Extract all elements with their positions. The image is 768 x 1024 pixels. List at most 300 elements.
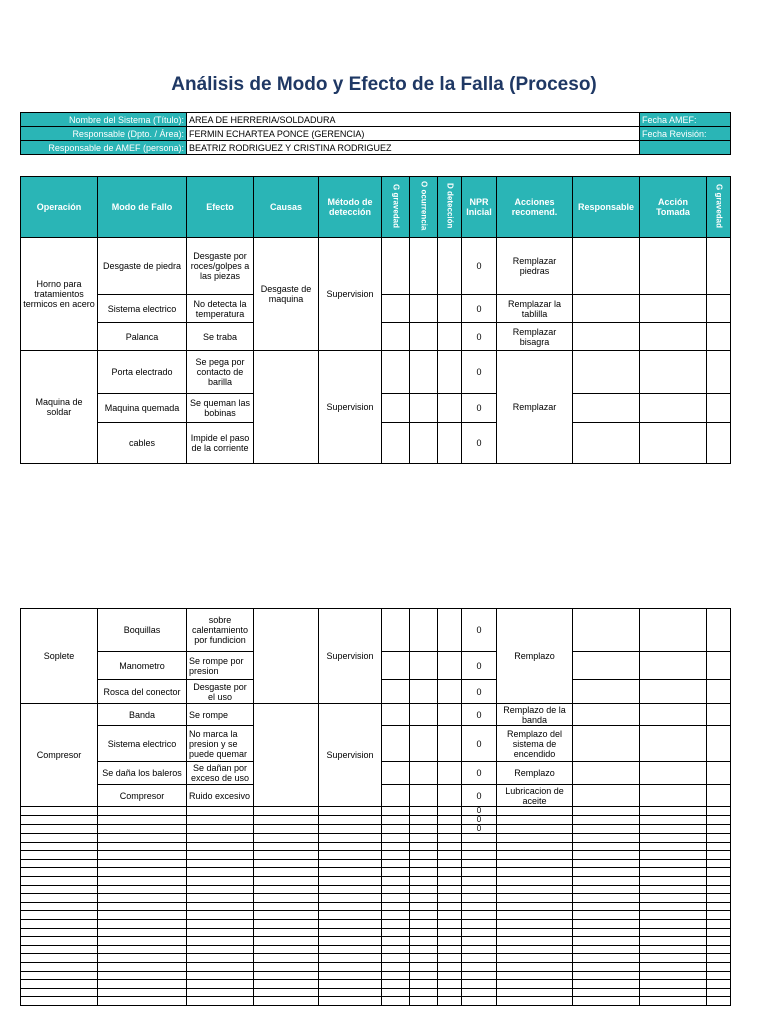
blank-cell[interactable] (319, 928, 382, 937)
blank-cell[interactable] (707, 816, 731, 825)
blank-cell[interactable] (319, 945, 382, 954)
blank-cell[interactable] (187, 988, 254, 997)
blank-cell[interactable] (254, 902, 319, 911)
efecto-cell[interactable]: Se dañan por exceso de uso (187, 762, 254, 785)
blank-cell[interactable] (319, 807, 382, 816)
blank-cell[interactable] (410, 825, 438, 834)
blank-cell[interactable] (98, 980, 187, 989)
blank-cell[interactable] (707, 997, 731, 1006)
blank-cell[interactable] (21, 825, 98, 834)
blank-cell[interactable] (21, 894, 98, 903)
blank-cell[interactable] (319, 988, 382, 997)
blank-cell[interactable] (707, 928, 731, 937)
blank-cell[interactable] (462, 954, 497, 963)
blank-cell[interactable] (438, 885, 462, 894)
blank-cell[interactable] (187, 971, 254, 980)
blank-cell[interactable] (573, 945, 640, 954)
blank-cell[interactable] (462, 851, 497, 860)
modo-cell[interactable]: Se daña los baleros (98, 762, 187, 785)
blank-cell[interactable] (21, 988, 98, 997)
accion-cell[interactable]: Remplazo de la banda (497, 704, 573, 726)
accion-cell[interactable]: Remplazo del sistema de encendido (497, 726, 573, 762)
blank-cell[interactable] (497, 971, 573, 980)
blank-cell[interactable] (438, 859, 462, 868)
blank-cell[interactable] (438, 928, 462, 937)
blank-cell[interactable] (462, 859, 497, 868)
modo-cell[interactable]: Maquina quemada (98, 394, 187, 423)
blank-cell[interactable] (21, 816, 98, 825)
blank-cell[interactable] (438, 868, 462, 877)
blank-cell[interactable] (462, 997, 497, 1006)
blank-cell[interactable] (254, 997, 319, 1006)
blank-cell[interactable] (462, 868, 497, 877)
blank-cell[interactable] (98, 997, 187, 1006)
blank-cell[interactable] (21, 962, 98, 971)
blank-cell[interactable] (497, 911, 573, 920)
blank-cell[interactable] (319, 876, 382, 885)
blank-cell[interactable] (707, 971, 731, 980)
blank-cell[interactable] (410, 954, 438, 963)
blank-cell[interactable] (573, 997, 640, 1006)
efecto-cell[interactable]: Desgaste por el uso (187, 680, 254, 704)
blank-cell[interactable] (98, 816, 187, 825)
npr-cell[interactable]: 0 (462, 726, 497, 762)
blank-cell[interactable] (497, 937, 573, 946)
blank-cell[interactable] (410, 919, 438, 928)
accion-cell[interactable]: Remplazar piedras (497, 238, 573, 295)
blank-cell[interactable] (462, 876, 497, 885)
blank-cell[interactable] (187, 816, 254, 825)
npr-cell[interactable]: 0 (462, 807, 497, 816)
blank-cell[interactable] (707, 834, 731, 843)
npr-cell[interactable]: 0 (462, 704, 497, 726)
blank-cell[interactable] (438, 962, 462, 971)
blank-cell[interactable] (707, 894, 731, 903)
blank-cell[interactable] (573, 834, 640, 843)
blank-cell[interactable] (319, 911, 382, 920)
modo-cell[interactable]: Compresor (98, 785, 187, 807)
blank-cell[interactable] (438, 851, 462, 860)
npr-cell[interactable]: 0 (462, 680, 497, 704)
blank-cell[interactable] (438, 807, 462, 816)
blank-cell[interactable] (462, 902, 497, 911)
blank-cell[interactable] (640, 997, 707, 1006)
blank-cell[interactable] (438, 876, 462, 885)
blank-cell[interactable] (462, 911, 497, 920)
blank-cell[interactable] (187, 945, 254, 954)
modo-cell[interactable]: Banda (98, 704, 187, 726)
blank-cell[interactable] (21, 937, 98, 946)
blank-cell[interactable] (98, 807, 187, 816)
operation-cell[interactable]: Soplete (21, 609, 98, 704)
blank-cell[interactable] (707, 911, 731, 920)
blank-cell[interactable] (382, 919, 410, 928)
blank-cell[interactable] (707, 980, 731, 989)
blank-cell[interactable] (98, 885, 187, 894)
blank-cell[interactable] (319, 842, 382, 851)
npr-cell[interactable]: 0 (462, 295, 497, 323)
npr-cell[interactable]: 0 (462, 423, 497, 464)
npr-cell[interactable]: 0 (462, 816, 497, 825)
blank-cell[interactable] (410, 894, 438, 903)
blank-cell[interactable] (438, 902, 462, 911)
responsable-value[interactable]: FERMIN ECHARTEA PONCE (GERENCIA) (187, 127, 640, 141)
blank-cell[interactable] (382, 928, 410, 937)
blank-cell[interactable] (640, 834, 707, 843)
blank-cell[interactable] (410, 885, 438, 894)
blank-cell[interactable] (382, 945, 410, 954)
blank-cell[interactable] (410, 834, 438, 843)
blank-cell[interactable] (640, 937, 707, 946)
blank-cell[interactable] (497, 980, 573, 989)
blank-cell[interactable] (98, 842, 187, 851)
blank-cell[interactable] (254, 980, 319, 989)
blank-cell[interactable] (640, 919, 707, 928)
blank-cell[interactable] (573, 971, 640, 980)
blank-cell[interactable] (187, 902, 254, 911)
blank-cell[interactable] (382, 868, 410, 877)
blank-cell[interactable] (707, 851, 731, 860)
blank-cell[interactable] (254, 851, 319, 860)
blank-cell[interactable] (707, 868, 731, 877)
metodo-cell[interactable]: Supervision (319, 238, 382, 351)
modo-cell[interactable]: Palanca (98, 323, 187, 351)
blank-cell[interactable] (98, 945, 187, 954)
blank-cell[interactable] (573, 859, 640, 868)
modo-cell[interactable]: Porta electrado (98, 351, 187, 394)
blank-cell[interactable] (462, 834, 497, 843)
blank-cell[interactable] (640, 980, 707, 989)
blank-cell[interactable] (640, 807, 707, 816)
blank-cell[interactable] (98, 911, 187, 920)
blank-cell[interactable] (438, 842, 462, 851)
blank-cell[interactable] (410, 911, 438, 920)
modo-cell[interactable]: Rosca del conector (98, 680, 187, 704)
blank-cell[interactable] (462, 842, 497, 851)
blank-cell[interactable] (438, 894, 462, 903)
blank-cell[interactable] (382, 997, 410, 1006)
blank-cell[interactable] (382, 842, 410, 851)
blank-cell[interactable] (410, 859, 438, 868)
blank-cell[interactable] (410, 980, 438, 989)
blank-cell[interactable] (707, 954, 731, 963)
blank-cell[interactable] (382, 859, 410, 868)
blank-cell[interactable] (187, 825, 254, 834)
blank-cell[interactable] (410, 997, 438, 1006)
blank-cell[interactable] (640, 859, 707, 868)
blank-cell[interactable] (187, 859, 254, 868)
blank-cell[interactable] (497, 894, 573, 903)
blank-cell[interactable] (254, 842, 319, 851)
blank-cell[interactable] (319, 962, 382, 971)
accion-cell[interactable]: Remplazar bisagra (497, 323, 573, 351)
npr-cell[interactable]: 0 (462, 652, 497, 680)
blank-cell[interactable] (319, 997, 382, 1006)
blank-cell[interactable] (254, 807, 319, 816)
causa-cell[interactable] (254, 704, 319, 807)
blank-cell[interactable] (254, 876, 319, 885)
blank-cell[interactable] (640, 988, 707, 997)
blank-cell[interactable] (21, 911, 98, 920)
blank-cell[interactable] (438, 988, 462, 997)
blank-cell[interactable] (21, 928, 98, 937)
blank-cell[interactable] (462, 919, 497, 928)
blank-cell[interactable] (573, 868, 640, 877)
blank-cell[interactable] (319, 816, 382, 825)
blank-cell[interactable] (254, 954, 319, 963)
blank-cell[interactable] (497, 885, 573, 894)
blank-cell[interactable] (707, 902, 731, 911)
blank-cell[interactable] (254, 971, 319, 980)
blank-cell[interactable] (98, 825, 187, 834)
blank-cell[interactable] (497, 988, 573, 997)
npr-cell[interactable]: 0 (462, 238, 497, 295)
blank-cell[interactable] (438, 971, 462, 980)
accion-cell[interactable]: Lubricacion de aceite (497, 785, 573, 807)
blank-cell[interactable] (319, 971, 382, 980)
blank-cell[interactable] (707, 962, 731, 971)
blank-cell[interactable] (410, 937, 438, 946)
modo-cell[interactable]: Boquillas (98, 609, 187, 652)
blank-cell[interactable] (319, 937, 382, 946)
blank-cell[interactable] (640, 902, 707, 911)
efecto-cell[interactable]: Se pega por contacto de barilla (187, 351, 254, 394)
metodo-cell[interactable]: Supervision (319, 609, 382, 704)
blank-cell[interactable] (254, 911, 319, 920)
blank-cell[interactable] (573, 807, 640, 816)
blank-cell[interactable] (497, 919, 573, 928)
modo-cell[interactable]: cables (98, 423, 187, 464)
blank-cell[interactable] (382, 807, 410, 816)
blank-cell[interactable] (254, 859, 319, 868)
modo-cell[interactable]: Sistema electrico (98, 295, 187, 323)
blank-cell[interactable] (187, 842, 254, 851)
blank-cell[interactable] (21, 834, 98, 843)
blank-cell[interactable] (640, 876, 707, 885)
blank-cell[interactable] (98, 859, 187, 868)
blank-cell[interactable] (382, 971, 410, 980)
blank-cell[interactable] (410, 816, 438, 825)
blank-cell[interactable] (254, 928, 319, 937)
blank-cell[interactable] (98, 876, 187, 885)
blank-cell[interactable] (254, 825, 319, 834)
blank-cell[interactable] (21, 885, 98, 894)
efecto-cell[interactable]: Desgaste por roces/golpes a las piezas (187, 238, 254, 295)
blank-cell[interactable] (410, 971, 438, 980)
causa-cell[interactable]: Desgaste de maquina (254, 238, 319, 351)
npr-cell[interactable]: 0 (462, 785, 497, 807)
blank-cell[interactable] (573, 980, 640, 989)
npr-cell[interactable]: 0 (462, 825, 497, 834)
blank-cell[interactable] (462, 894, 497, 903)
blank-cell[interactable] (438, 954, 462, 963)
efecto-cell[interactable]: Ruido excesivo (187, 785, 254, 807)
blank-cell[interactable] (21, 945, 98, 954)
npr-cell[interactable]: 0 (462, 394, 497, 423)
accion-cell[interactable]: Remplazar la tablilla (497, 295, 573, 323)
blank-cell[interactable] (707, 807, 731, 816)
blank-cell[interactable] (382, 885, 410, 894)
blank-cell[interactable] (254, 868, 319, 877)
blank-cell[interactable] (438, 825, 462, 834)
npr-cell[interactable]: 0 (462, 323, 497, 351)
blank-cell[interactable] (382, 962, 410, 971)
blank-cell[interactable] (410, 945, 438, 954)
blank-cell[interactable] (410, 928, 438, 937)
blank-cell[interactable] (573, 911, 640, 920)
blank-cell[interactable] (319, 868, 382, 877)
blank-cell[interactable] (382, 851, 410, 860)
blank-cell[interactable] (497, 997, 573, 1006)
blank-cell[interactable] (640, 962, 707, 971)
blank-cell[interactable] (707, 945, 731, 954)
blank-cell[interactable] (382, 825, 410, 834)
blank-cell[interactable] (98, 834, 187, 843)
blank-cell[interactable] (707, 937, 731, 946)
blank-cell[interactable] (319, 825, 382, 834)
blank-cell[interactable] (462, 928, 497, 937)
blank-cell[interactable] (462, 945, 497, 954)
blank-cell[interactable] (438, 911, 462, 920)
blank-cell[interactable] (497, 816, 573, 825)
blank-cell[interactable] (573, 885, 640, 894)
blank-cell[interactable] (319, 834, 382, 843)
blank-cell[interactable] (497, 851, 573, 860)
blank-cell[interactable] (21, 971, 98, 980)
blank-cell[interactable] (410, 807, 438, 816)
blank-cell[interactable] (573, 919, 640, 928)
blank-cell[interactable] (438, 997, 462, 1006)
blank-cell[interactable] (438, 816, 462, 825)
blank-cell[interactable] (573, 816, 640, 825)
blank-cell[interactable] (319, 954, 382, 963)
blank-cell[interactable] (438, 945, 462, 954)
blank-cell[interactable] (319, 919, 382, 928)
blank-cell[interactable] (187, 851, 254, 860)
blank-cell[interactable] (438, 937, 462, 946)
blank-cell[interactable] (707, 859, 731, 868)
blank-cell[interactable] (187, 919, 254, 928)
blank-cell[interactable] (187, 928, 254, 937)
modo-cell[interactable]: Desgaste de piedra (98, 238, 187, 295)
operation-cell[interactable]: Compresor (21, 704, 98, 807)
blank-cell[interactable] (497, 825, 573, 834)
fecha-revision-label[interactable]: Fecha Revisión: (640, 127, 731, 141)
blank-cell[interactable] (497, 807, 573, 816)
blank-cell[interactable] (254, 816, 319, 825)
blank-cell[interactable] (382, 980, 410, 989)
blank-cell[interactable] (319, 885, 382, 894)
blank-cell[interactable] (187, 834, 254, 843)
blank-cell[interactable] (410, 962, 438, 971)
blank-cell[interactable] (319, 902, 382, 911)
blank-cell[interactable] (573, 851, 640, 860)
blank-cell[interactable] (98, 962, 187, 971)
blank-cell[interactable] (382, 911, 410, 920)
blank-cell[interactable] (319, 980, 382, 989)
blank-cell[interactable] (707, 842, 731, 851)
blank-cell[interactable] (573, 876, 640, 885)
blank-cell[interactable] (462, 962, 497, 971)
blank-cell[interactable] (254, 962, 319, 971)
blank-cell[interactable] (21, 807, 98, 816)
blank-cell[interactable] (497, 842, 573, 851)
blank-cell[interactable] (573, 842, 640, 851)
blank-cell[interactable] (640, 911, 707, 920)
causa-cell[interactable] (254, 351, 319, 464)
blank-cell[interactable] (98, 868, 187, 877)
blank-cell[interactable] (187, 876, 254, 885)
blank-cell[interactable] (497, 868, 573, 877)
blank-cell[interactable] (382, 834, 410, 843)
fecha-revision-value[interactable] (640, 141, 731, 155)
blank-cell[interactable] (98, 928, 187, 937)
blank-cell[interactable] (640, 945, 707, 954)
blank-cell[interactable] (573, 928, 640, 937)
blank-cell[interactable] (438, 834, 462, 843)
blank-cell[interactable] (382, 937, 410, 946)
blank-cell[interactable] (254, 945, 319, 954)
blank-cell[interactable] (21, 954, 98, 963)
blank-cell[interactable] (573, 825, 640, 834)
blank-cell[interactable] (254, 988, 319, 997)
accion-cell[interactable]: Remplazar (497, 351, 573, 464)
blank-cell[interactable] (382, 876, 410, 885)
operation-cell[interactable]: Horno para tratamientos termicos en acero (21, 238, 98, 351)
blank-cell[interactable] (319, 859, 382, 868)
efecto-cell[interactable]: sobre calentamiento por fundicion (187, 609, 254, 652)
blank-cell[interactable] (573, 962, 640, 971)
blank-cell[interactable] (98, 954, 187, 963)
blank-cell[interactable] (410, 842, 438, 851)
blank-cell[interactable] (98, 919, 187, 928)
blank-cell[interactable] (573, 988, 640, 997)
blank-cell[interactable] (98, 894, 187, 903)
blank-cell[interactable] (187, 937, 254, 946)
blank-cell[interactable] (573, 902, 640, 911)
blank-cell[interactable] (462, 971, 497, 980)
blank-cell[interactable] (462, 937, 497, 946)
blank-cell[interactable] (707, 919, 731, 928)
blank-cell[interactable] (254, 937, 319, 946)
blank-cell[interactable] (187, 954, 254, 963)
npr-cell[interactable]: 0 (462, 351, 497, 394)
sistema-value[interactable]: AREA DE HERRERIA/SOLDADURA (187, 113, 640, 127)
metodo-cell[interactable]: Supervision (319, 704, 382, 807)
blank-cell[interactable] (98, 971, 187, 980)
blank-cell[interactable] (707, 825, 731, 834)
blank-cell[interactable] (187, 807, 254, 816)
efecto-cell[interactable]: No detecta la temperatura (187, 295, 254, 323)
blank-cell[interactable] (640, 894, 707, 903)
blank-cell[interactable] (640, 816, 707, 825)
blank-cell[interactable] (497, 859, 573, 868)
accion-cell[interactable]: Remplazo (497, 762, 573, 785)
blank-cell[interactable] (410, 988, 438, 997)
blank-cell[interactable] (382, 902, 410, 911)
blank-cell[interactable] (187, 962, 254, 971)
blank-cell[interactable] (462, 988, 497, 997)
blank-cell[interactable] (497, 945, 573, 954)
blank-cell[interactable] (410, 902, 438, 911)
blank-cell[interactable] (21, 902, 98, 911)
blank-cell[interactable] (410, 868, 438, 877)
efecto-cell[interactable]: No marca la presion y se puede quemar (187, 726, 254, 762)
blank-cell[interactable] (707, 885, 731, 894)
blank-cell[interactable] (640, 971, 707, 980)
npr-cell[interactable]: 0 (462, 762, 497, 785)
blank-cell[interactable] (707, 988, 731, 997)
